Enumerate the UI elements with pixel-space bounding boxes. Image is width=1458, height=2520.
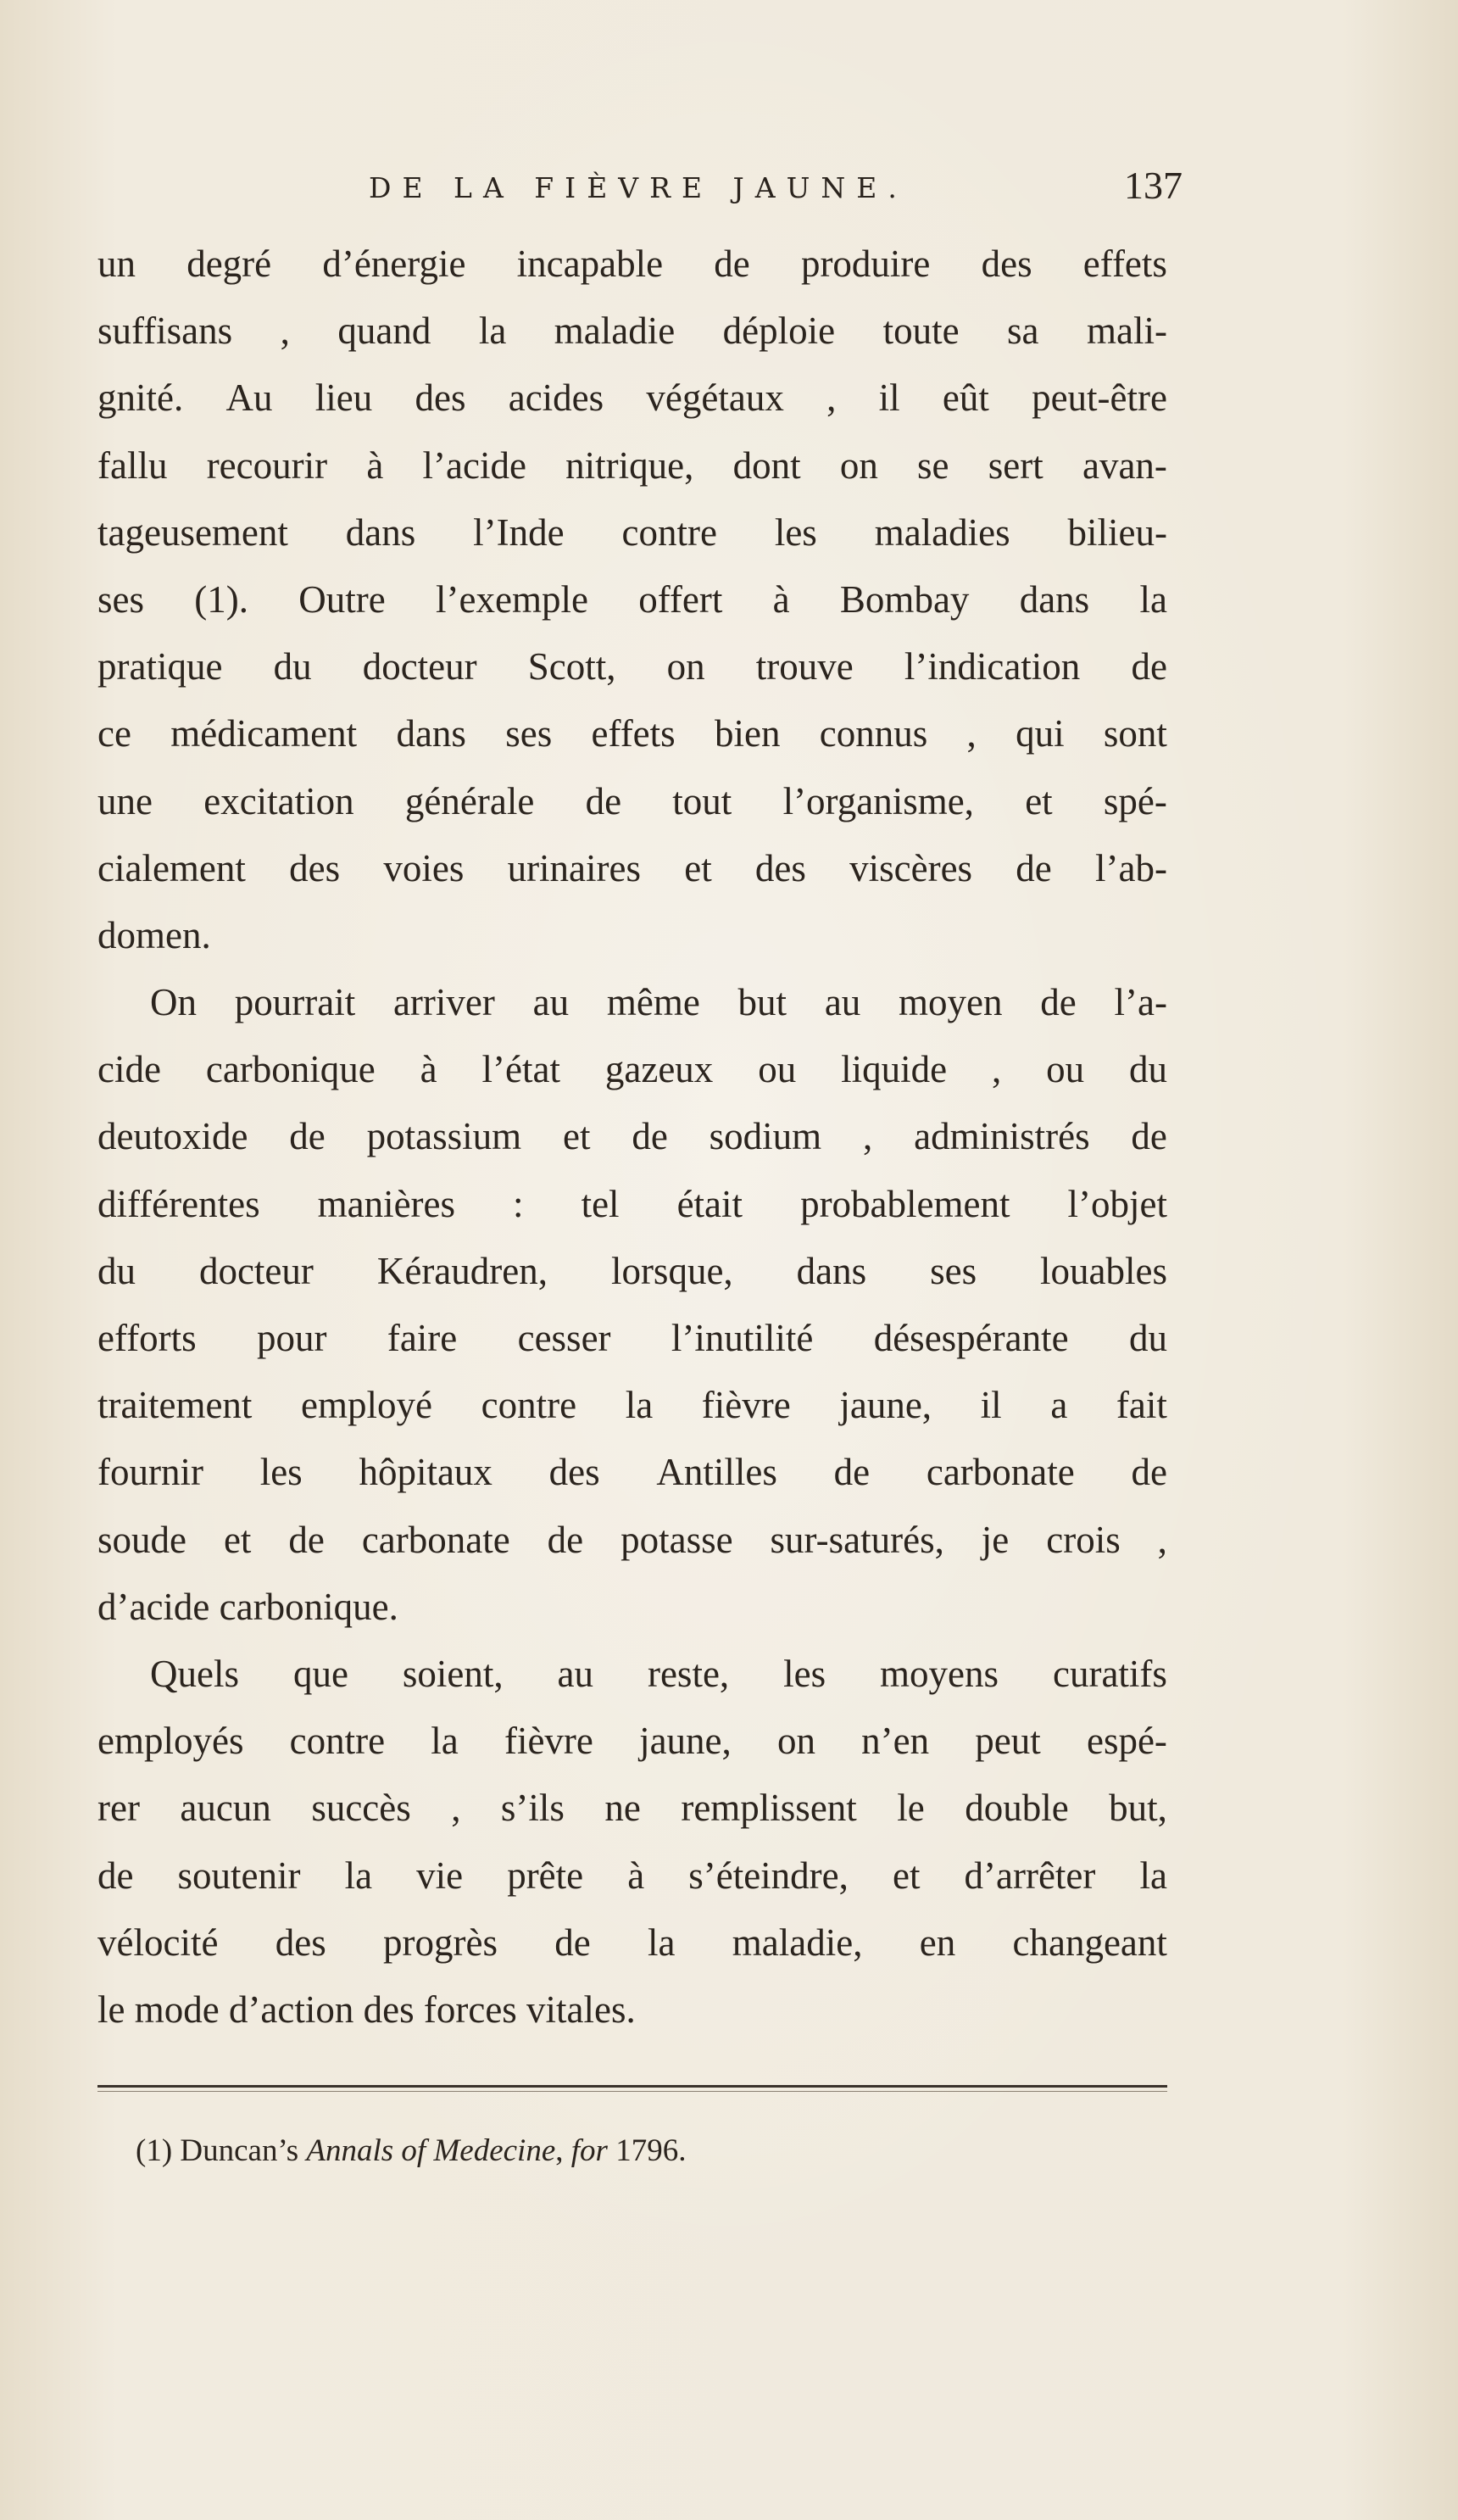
word: crois [1046,1518,1121,1561]
text-line [97,365,1167,432]
footnote-for: for [570,2133,608,2168]
text-line [97,1372,1167,1439]
body-text [97,231,1167,2043]
word: trouve [755,645,854,689]
word: n’en [861,1720,930,1763]
text-line [97,700,1167,767]
word: du [97,1249,136,1292]
word: soude [97,1518,186,1561]
word: Outre [298,577,386,621]
word: suffisans [97,309,233,353]
word: on [839,443,878,487]
word: peut-être [1032,376,1167,420]
word: sont [1103,712,1167,755]
word: l’état [481,1048,560,1091]
word: de [632,1115,668,1158]
word: traitement [97,1384,253,1427]
word: déploie [722,309,836,353]
word: lorsque, [610,1249,733,1292]
word: dont [732,443,801,487]
word: succès [311,1787,411,1830]
word: le [897,1787,925,1830]
word: potasse [620,1518,733,1561]
text-line [97,1305,1167,1372]
text-line [97,1439,1167,1506]
word: fait [1116,1384,1167,1427]
word: urinaires [507,846,641,889]
word: maladies [874,510,1010,554]
word: de [585,779,622,822]
text-line [97,1171,1167,1238]
word: arriver [392,981,495,1024]
word: était [676,1182,743,1225]
word: s’ils [500,1787,565,1830]
word: lieu [314,376,373,420]
word: qui [1016,712,1065,755]
word: de [288,1518,325,1561]
word: moyens [880,1652,999,1695]
text-line [97,1775,1167,1842]
word: au [557,1652,594,1695]
word: , [826,376,837,420]
word: des [754,846,806,889]
word: dans [396,712,466,755]
word: de [714,243,750,285]
word: double [965,1787,1069,1830]
footnote-separator: , [555,2133,564,2168]
word: du [1128,1048,1167,1091]
word: , [1157,1518,1167,1561]
text-line [97,231,1167,298]
word: (1). [194,577,249,621]
word: l’exemple [436,577,588,621]
word: tout [672,779,732,822]
word: docteur [362,645,477,689]
text-line: domen. [97,913,211,956]
word: efforts [97,1317,197,1359]
word: , [966,712,977,755]
word: fournir [97,1451,203,1494]
word: les [259,1451,303,1494]
word: avan- [1082,443,1167,487]
word: Kéraudren, [376,1249,548,1292]
running-head: DE LA FIÈVRE JAUNE. [369,171,908,204]
text-line [97,432,1167,499]
page-header [93,163,1183,214]
word: et [1025,779,1053,822]
text-line [97,1910,1167,1976]
word: mali- [1087,309,1167,353]
word: les [774,510,817,554]
word: probablement [800,1182,1010,1225]
word: cialement [97,846,246,889]
word: recourir [206,443,328,487]
word: soient, [402,1652,504,1695]
word: dans [796,1249,867,1292]
word: Au [225,376,273,420]
word: la [625,1384,654,1427]
word: jaune, [839,1384,932,1427]
word: tageusement [97,510,288,554]
text-line [97,566,1167,633]
word: employés [97,1720,244,1763]
word: l’ab- [1095,846,1167,889]
word: contre [481,1384,577,1427]
text-line [97,1103,1167,1170]
word: différentes [97,1182,260,1225]
word: hôpitaux [359,1451,492,1494]
word: toute [882,309,960,353]
word: employé [301,1384,432,1427]
word: même [606,981,700,1024]
word: d’énergie [322,243,466,285]
word: nitrique, [565,443,694,487]
word: s’éteindre, [688,1854,849,1897]
text-line [97,633,1167,700]
word: administrés [914,1115,1090,1158]
word: l’objet [1067,1182,1167,1225]
word: ce [97,712,131,755]
word: des [415,376,466,420]
word: sodium [709,1115,822,1158]
footnote-author: Duncan’s [180,2133,299,2168]
word: manières [317,1182,456,1225]
word: aucun [180,1787,271,1830]
word: de [1131,1451,1167,1494]
word: deutoxide [97,1115,248,1158]
word: une [97,779,153,822]
word: Scott, [527,645,616,689]
word: carbonate [361,1518,510,1561]
word: effets [1082,243,1167,285]
word: bilieu- [1067,510,1167,554]
word: de [554,1921,591,1964]
word: à [772,577,790,621]
word: vélocité [97,1921,219,1964]
word: la [1139,577,1167,621]
word: fallu [97,443,168,487]
word: voies [383,846,465,889]
word: prête [507,1854,584,1897]
word: Bombay [839,577,970,621]
word: potassium [366,1115,522,1158]
word: spé- [1103,779,1167,822]
word: médicament [170,712,358,755]
word: effets [591,712,676,755]
word: docteur [198,1249,314,1292]
word: tel [581,1182,620,1225]
footnote-rule-thin [97,2091,1167,2092]
page-number: 137 [1124,164,1183,207]
word: les [783,1652,826,1695]
word: de [1016,846,1052,889]
word: générale [404,779,535,822]
word: On [150,981,197,1024]
word: contre [289,1720,386,1763]
footnote [136,2133,686,2169]
word: produire [800,243,931,285]
word: la [344,1854,373,1897]
word: jaune, [639,1720,732,1763]
word: ses [97,577,144,621]
text-line: d’acide carbonique. [97,1585,398,1628]
word: faire [387,1317,458,1359]
footnote-rule [97,2085,1167,2088]
word: soutenir [177,1854,301,1897]
word: , [863,1115,873,1158]
word: espé- [1086,1720,1167,1763]
word: pratique [97,645,223,689]
word: de [1131,645,1167,689]
text-line [97,1641,1167,1708]
word: acides [508,376,604,420]
word: ne [604,1787,641,1830]
word: on [666,645,705,689]
word: vie [416,1854,464,1897]
text-line [97,1238,1167,1305]
text-line [97,499,1167,566]
word: , [991,1048,1002,1091]
word: gazeux [604,1048,714,1091]
word: liquide [841,1048,948,1091]
word: excitation [203,779,354,822]
word: , [451,1787,461,1830]
word: désespérante [873,1317,1069,1359]
word: la [478,309,507,353]
word: rer [97,1787,140,1830]
word: et [223,1518,252,1561]
word: on [776,1720,815,1763]
word: Quels [150,1652,239,1695]
word: fièvre [504,1720,593,1763]
word: cesser [517,1317,611,1359]
word: il [980,1384,1002,1427]
word: je [981,1518,1010,1561]
word: sur-saturés, [770,1518,944,1561]
word: à [366,443,384,487]
word: sert [988,443,1043,487]
word: la [648,1921,676,1964]
word: but [737,981,787,1024]
word: ou [1046,1048,1085,1091]
word: de [1131,1115,1167,1158]
word: pourrait [234,981,356,1024]
word: que [292,1652,348,1695]
word: viscères [849,846,973,889]
text-line [97,1036,1167,1103]
word: maladie [554,309,676,353]
word: de [97,1854,134,1897]
word: des [275,1921,326,1964]
word: reste, [647,1652,730,1695]
word: pour [256,1317,327,1359]
word: au [824,981,861,1024]
word: du [273,645,312,689]
word: dans [345,510,416,554]
word: la [431,1720,459,1763]
word: maladie, [732,1921,863,1964]
word: des [289,846,341,889]
word: de [1040,981,1077,1024]
word: sa [1007,309,1039,353]
text-line [97,768,1167,835]
word: l’indication [904,645,1081,689]
word: eût [942,376,989,420]
word: louables [1040,1249,1167,1292]
word: à [420,1048,437,1091]
word: l’inutilité [671,1317,814,1359]
word: fièvre [701,1384,791,1427]
word: l’Inde [473,510,565,554]
word: progrès [383,1921,498,1964]
text-line [97,835,1167,902]
word: dans [1019,577,1090,621]
text-line [97,1843,1167,1910]
word: d’arrêter [964,1854,1096,1897]
text-line [97,969,1167,1036]
word: degré [186,243,272,285]
word: connus [819,712,928,755]
word: Antilles [656,1451,777,1494]
word: cide [97,1048,161,1091]
word: la [1139,1854,1167,1897]
word: a [1050,1384,1068,1427]
word: se [917,443,949,487]
word: bien [714,712,781,755]
word: et [562,1115,591,1158]
word: quand [337,309,431,353]
word: à [627,1854,645,1897]
word: changeant [1012,1921,1167,1964]
word: de [547,1518,584,1561]
word: remplissent [681,1787,857,1830]
word: l’organisme, [782,779,974,822]
word: offert [638,577,723,621]
word: végétaux [646,376,784,420]
word: contre [621,510,717,554]
word: de [833,1451,871,1494]
word: peut [975,1720,1041,1763]
word: du [1128,1317,1167,1359]
word: au [532,981,570,1024]
word: il [878,376,900,420]
word: ses [930,1249,977,1292]
word: l’acide [422,443,526,487]
word: ou [758,1048,797,1091]
word: but, [1109,1787,1167,1830]
footnote-title: Annals of Medecine [306,2133,556,2168]
word: carbonate [926,1451,1075,1494]
word: en [919,1921,956,1964]
word: moyen [899,981,1003,1024]
text-line [97,1708,1167,1775]
word: , [280,309,290,353]
text-line: le mode d’action des forces vitales. [97,1988,636,2031]
word: de [289,1115,326,1158]
word: carbonique [205,1048,376,1091]
word: incapable [516,243,664,285]
word: et [892,1854,921,1897]
word: : [513,1182,524,1225]
word: des [981,243,1032,285]
word: gnité. [97,376,184,420]
word: l’a- [1114,981,1167,1024]
word: des [548,1451,600,1494]
word: ses [505,712,553,755]
word: un [97,243,136,285]
word: curatifs [1052,1652,1167,1695]
word: et [684,846,712,889]
text-line [97,1507,1167,1574]
text-line [97,298,1167,365]
footnote-year: 1796. [615,2133,687,2168]
footnote-marker: (1) [136,2133,173,2168]
